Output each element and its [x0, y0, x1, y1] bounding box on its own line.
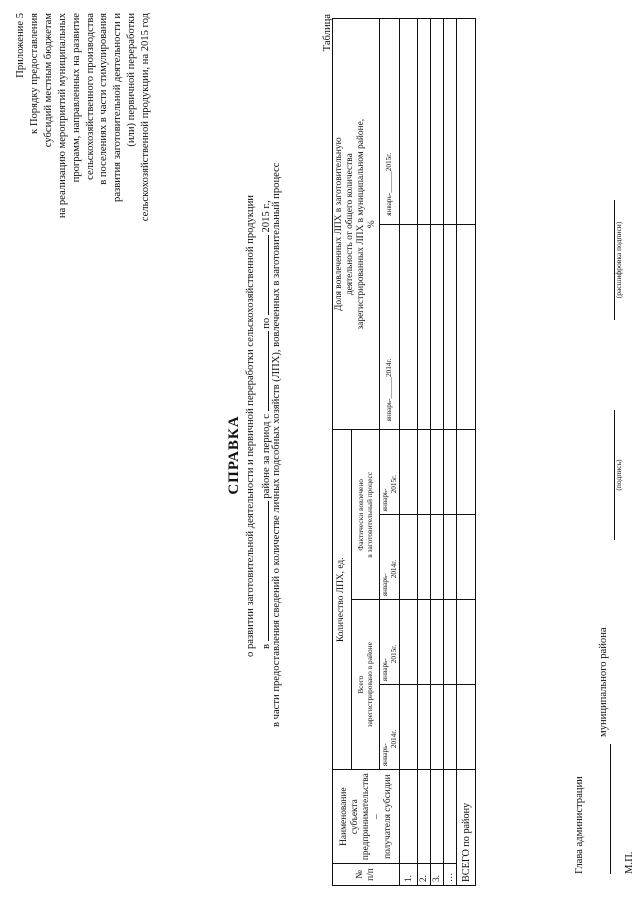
- signature-caption: (подпись): [614, 459, 623, 491]
- header-registered-line: зарегистрировано в районе: [365, 642, 375, 728]
- header-registered: [351, 600, 379, 770]
- appendix-line: (или) первичной переработки: [126, 13, 138, 147]
- period-label: январь-: [381, 743, 389, 767]
- cell[interactable]: [400, 19, 418, 225]
- appendix-note: [14, 13, 153, 273]
- total-label: ВСЕГО по району: [457, 770, 476, 886]
- appendix-line: субсидий местным бюджетам: [42, 13, 54, 148]
- cell[interactable]: [457, 224, 476, 430]
- cell[interactable]: [444, 685, 457, 770]
- header-share-2015: январь-______2015г.: [380, 19, 400, 225]
- subtitle-line-2: [258, 200, 272, 649]
- period-label: январь-: [381, 658, 389, 682]
- table-row: [418, 19, 431, 886]
- period-to-label: по: [261, 317, 272, 329]
- period-to-blank[interactable]: [258, 235, 269, 315]
- row-num: 1.: [400, 864, 418, 886]
- header-share-line: %: [367, 220, 377, 229]
- cell[interactable]: [400, 600, 418, 685]
- appendix-line: на реализацию мероприятий муниципальных: [56, 13, 68, 219]
- cell[interactable]: [418, 685, 431, 770]
- cell[interactable]: [418, 19, 431, 225]
- cell[interactable]: [431, 19, 444, 225]
- row-name[interactable]: [400, 770, 418, 864]
- appendix-line: сельскохозяйственного производства: [84, 13, 96, 180]
- header-share-2014: январь-______2014г.: [380, 224, 400, 430]
- cell[interactable]: [418, 515, 431, 600]
- row-name[interactable]: [418, 770, 431, 864]
- header-subject-line: предпринимательства –: [360, 773, 382, 861]
- period-year: 2015г.: [389, 475, 398, 494]
- cell[interactable]: [431, 224, 444, 430]
- row-num: 2.: [418, 864, 431, 886]
- header-period-2014: [380, 515, 400, 600]
- header-share-line: Доля вовлеченных ЛПХ в заготовительную: [334, 137, 344, 311]
- header-num: № п/п: [333, 864, 400, 886]
- cell[interactable]: [400, 224, 418, 430]
- cell[interactable]: [400, 430, 418, 515]
- header-count-group: Количество ЛПХ, ед.: [333, 430, 352, 770]
- cell[interactable]: [444, 224, 457, 430]
- header-share-line: зарегистрированных ЛПХ в муниципальном районе,: [356, 118, 366, 330]
- cell[interactable]: [418, 224, 431, 430]
- cell[interactable]: [444, 19, 457, 225]
- appendix-line: развития заготовительной деятельности и: [112, 13, 124, 202]
- cell[interactable]: [431, 685, 444, 770]
- cell[interactable]: [400, 515, 418, 600]
- row-name[interactable]: [431, 770, 444, 864]
- cell[interactable]: [457, 600, 476, 685]
- cell[interactable]: [457, 430, 476, 515]
- document-title: СПРАВКА: [226, 415, 242, 495]
- header-involved: [351, 430, 379, 600]
- head-title-line-1: Глава администрации: [574, 776, 585, 874]
- cell[interactable]: [444, 515, 457, 600]
- cell[interactable]: [431, 600, 444, 685]
- period-from-label: районе за период с: [261, 414, 272, 499]
- row-num: 3.: [431, 864, 444, 886]
- cell[interactable]: [457, 515, 476, 600]
- table-row: [444, 19, 457, 886]
- table-row: [431, 19, 444, 886]
- header-share-group: [333, 19, 380, 430]
- header-subject: [333, 770, 400, 864]
- header-subject-line: субъекта: [349, 799, 360, 835]
- header-subject-line: получателя субсидии: [382, 774, 393, 859]
- cell[interactable]: [444, 600, 457, 685]
- period-year: 2014г.: [389, 729, 398, 749]
- appendix-line: к Порядку предоставления: [28, 13, 40, 134]
- table-row: [400, 19, 418, 886]
- district-blank[interactable]: [598, 744, 611, 874]
- row-num: …: [444, 864, 457, 886]
- period-year: 2014г.: [389, 559, 398, 579]
- header-period-2015: [380, 600, 400, 685]
- appendix-line: программ, направленных на развитие: [70, 13, 82, 183]
- header-subject-line: Наименование: [338, 787, 349, 846]
- cell[interactable]: [418, 430, 431, 515]
- cell[interactable]: [457, 685, 476, 770]
- decode-caption: (расшифровка подписи): [614, 221, 623, 299]
- header-involved-line: Фактически вовлечено: [356, 479, 366, 551]
- period-label: январь-: [381, 488, 389, 512]
- cell[interactable]: [457, 19, 476, 225]
- cell[interactable]: [418, 600, 431, 685]
- period-label: январь-: [381, 573, 389, 597]
- header-involved-line: в заготовительный процесс: [365, 471, 375, 558]
- table-label: Таблица: [322, 14, 333, 52]
- cell[interactable]: [431, 430, 444, 515]
- subtitle-line-1: о развитии заготовительной деятельности и первичной переработки сельскохозяйственной продукции: [245, 195, 256, 657]
- ldh-table: [332, 18, 476, 886]
- period-year: 2015 г.,: [261, 200, 272, 233]
- appendix-line: Приложение 5: [15, 13, 26, 78]
- cell[interactable]: [400, 685, 418, 770]
- total-row: [457, 19, 476, 886]
- period-year: 2015г.: [389, 644, 398, 664]
- region-prefix: в: [261, 643, 272, 649]
- subtitle-line-3: в части предоставления сведений о количестве личных подсобных хозяйств (ЛПХ), вовлеченных в заготовительный процесс: [271, 162, 282, 727]
- period-from-blank[interactable]: [258, 331, 269, 411]
- header-period-2015: [380, 430, 400, 515]
- stamp-label: М.П.: [624, 851, 635, 874]
- appendix-line: сельскохозяйственной продукции, на 2015 год: [140, 13, 152, 222]
- cell[interactable]: [444, 430, 457, 515]
- region-blank[interactable]: [258, 501, 269, 641]
- appendix-line: в поселениях в части стимулирования: [98, 13, 110, 185]
- header-registered-line: Всего: [356, 675, 366, 694]
- head-title-line-2: муниципального района: [598, 627, 609, 737]
- cell[interactable]: [431, 515, 444, 600]
- header-share-line: деятельность от общего количества: [345, 153, 355, 296]
- header-period-2014: [380, 685, 400, 770]
- row-name[interactable]: [444, 770, 457, 864]
